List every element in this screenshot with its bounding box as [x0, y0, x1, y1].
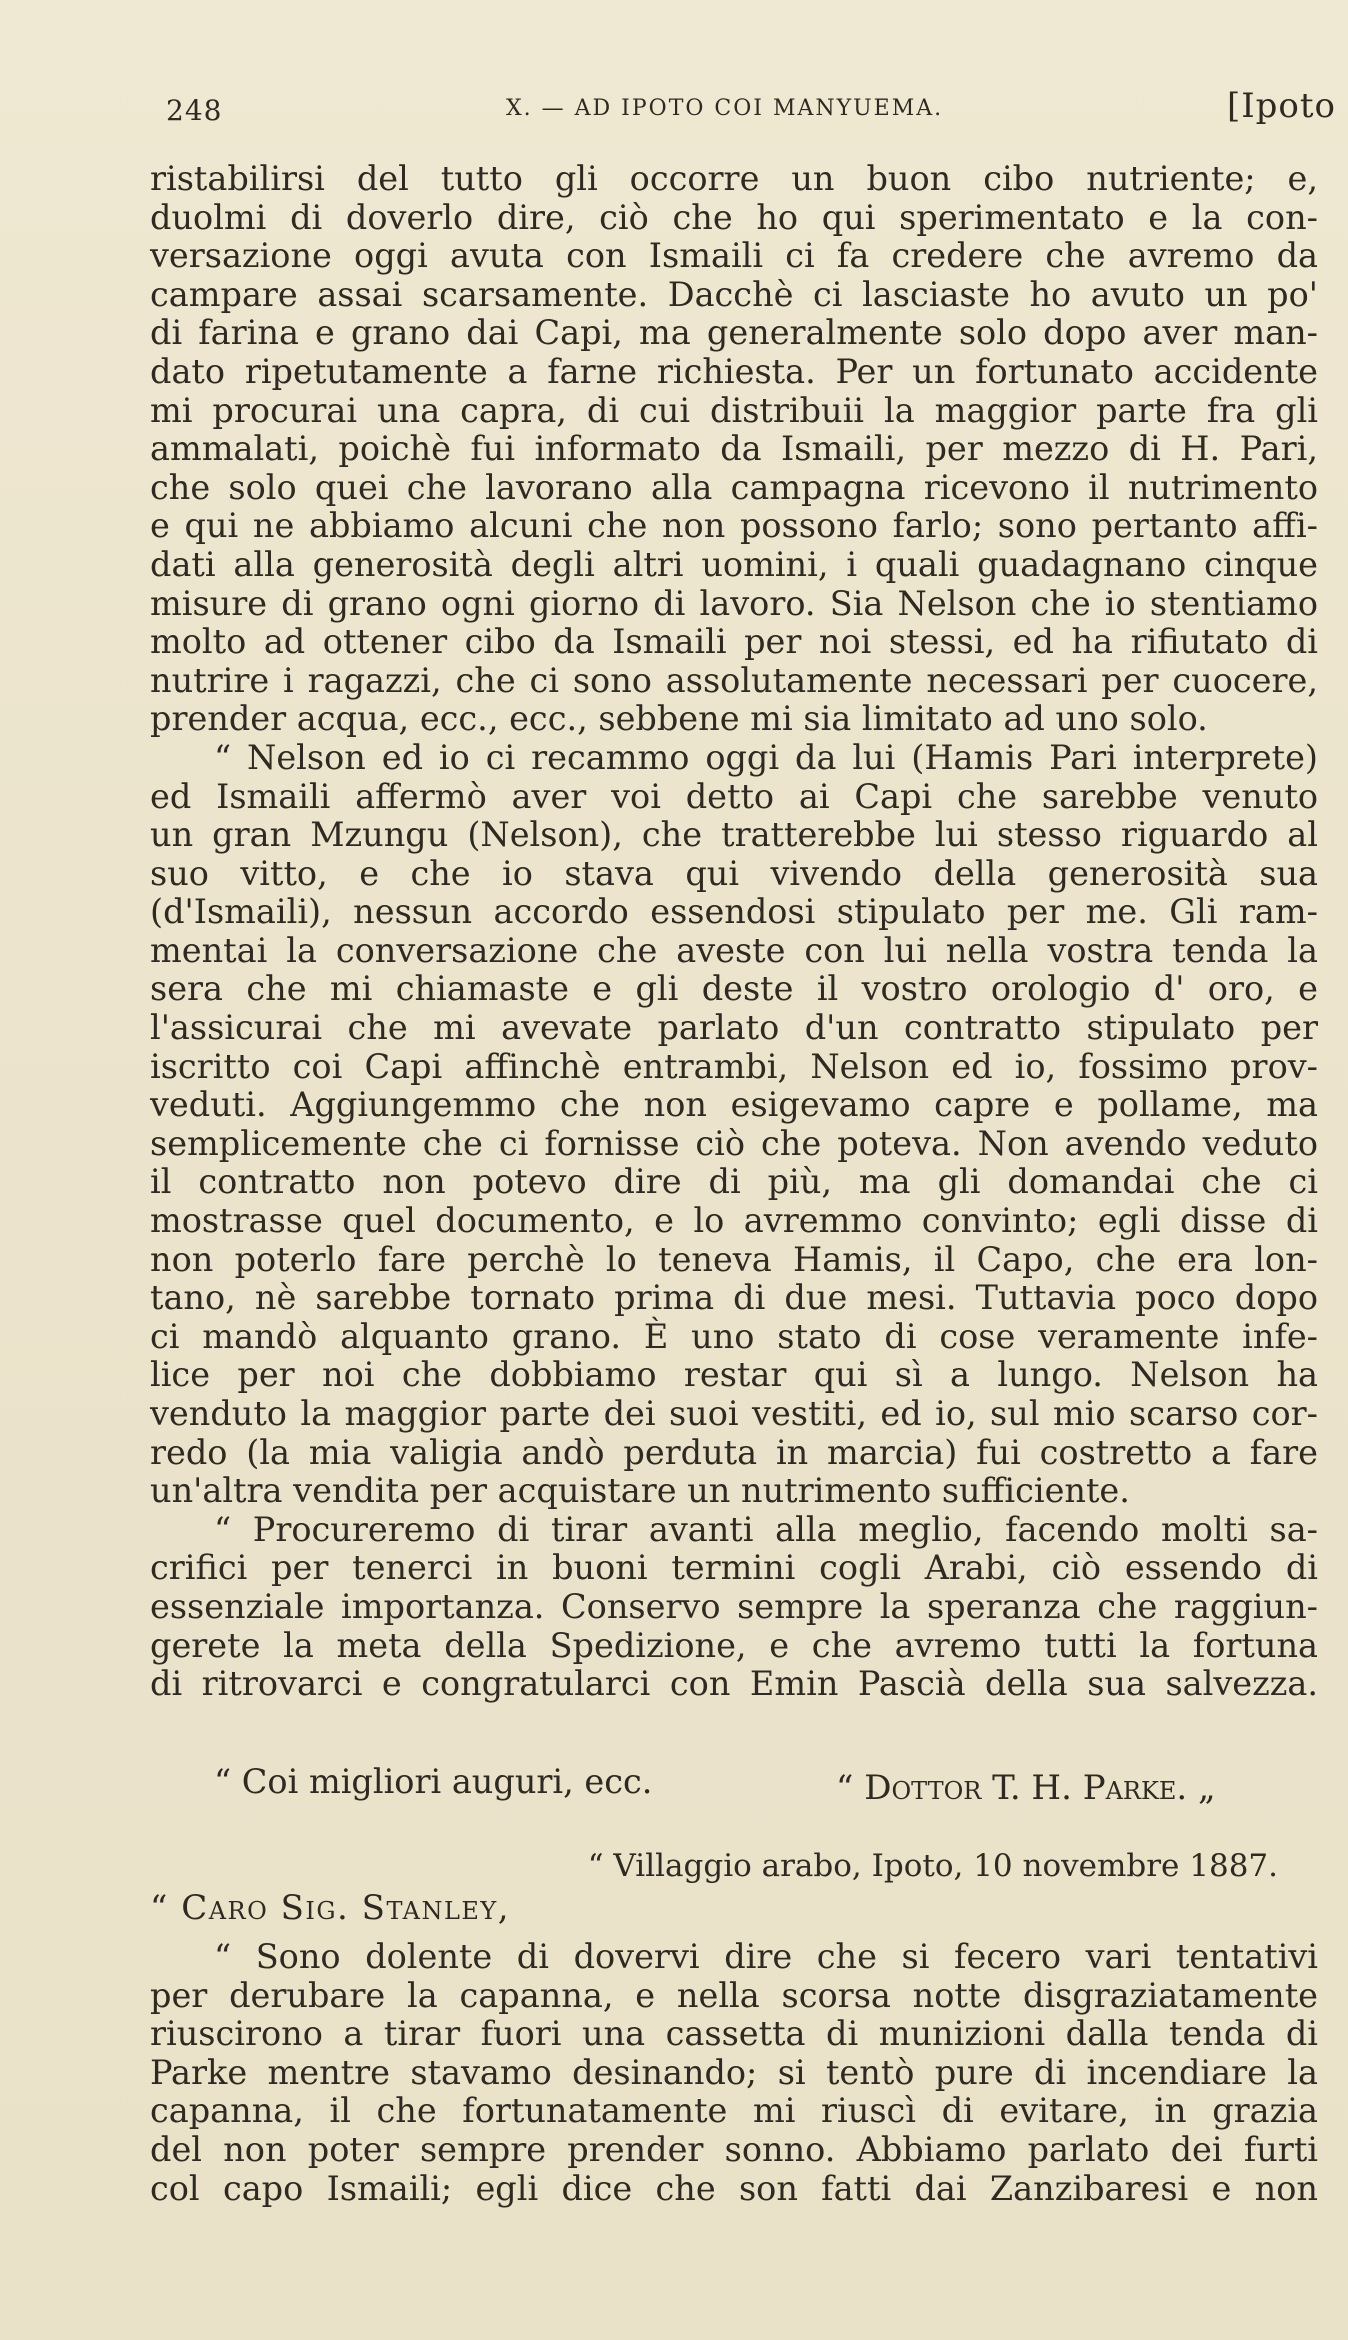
- text-line: dati alla generosità degli altri uomini, i quali guadagnano cinque: [150, 544, 1318, 584]
- text-line: duolmi di doverlo dire, ciò che ho qui sperimentato e la con-: [150, 197, 1318, 237]
- text-line: ed Ismaili affermò aver voi detto ai Capi che sarebbe venuto: [150, 776, 1318, 816]
- signature: “ Dottor T. H. Parke. „: [836, 1768, 1216, 1808]
- text-line: capanna, il che fortunatamente mi riuscì di evitare, in grazia: [150, 2091, 1318, 2131]
- text-line: suo vitto, e che io stava qui vivendo della generosità sua: [150, 853, 1318, 893]
- letter-body-1: [150, 160, 1318, 1704]
- text-line: campare assai scarsamente. Dacchè ci lasciaste ho avuto un po': [150, 274, 1318, 314]
- text-line: del non poter sempre prender sonno. Abbiamo parlato dei furti: [150, 2129, 1318, 2169]
- text-line: Parke mentre stavamo desinando; si tentò pure di incendiare la: [150, 2052, 1318, 2092]
- text-line: redo (la mia valigia andò perduta in marcia) fui costretto a fare: [150, 1432, 1318, 1472]
- text-line: mi procurai una capra, di cui distribuii la maggior parte fra gli: [150, 390, 1318, 430]
- text-line: gerete la meta della Spedizione, e che avremo tutti la fortuna: [150, 1625, 1318, 1665]
- text-line: per derubare la capanna, e nella scorsa notte disgraziatamente: [150, 1975, 1318, 2015]
- closing-greeting: “ Coi migliori auguri, ecc.: [214, 1762, 653, 1801]
- text-line: di farina e grano dai Capi, ma generalmente solo dopo aver man-: [150, 313, 1318, 353]
- text-line: molto ad ottener cibo da Ismaili per noi stessi, ed ha rifiutato di: [150, 622, 1318, 662]
- text-line: “ Sono dolente di dovervi dire che si fecero vari tentativi: [214, 1937, 1318, 1976]
- page-number: 248: [166, 94, 223, 127]
- text-line: di ritrovarci e congratularci con Emin Pascià della sua salvezza.: [150, 1664, 1318, 1704]
- running-title: X. — AD IPOTO COI MANYUEMA.: [506, 96, 944, 121]
- text-line: che solo quei che lavorano alla campagna ricevono il nutrimento: [150, 467, 1318, 507]
- text-line: dato ripetutamente a farne richiesta. Per un fortunato accidente: [150, 351, 1318, 391]
- text-line: prender acqua, ecc., ecc., sebbene mi sia limitato ad uno solo.: [150, 699, 1208, 739]
- text-line: “ Nelson ed io ci recammo oggi da lui (Hamis Pari interprete): [214, 737, 1318, 777]
- text-line: col capo Ismaili; egli dice che son fatti dai Zanzibaresi e non: [150, 2168, 1318, 2208]
- text-line: essenziale importanza. Conservo sempre la speranza che raggiun-: [150, 1586, 1318, 1626]
- salutation: “ Caro Sig. Stanley,: [150, 1888, 511, 1928]
- text-line: un'altra vendita per acquistare un nutrimento sufficiente.: [150, 1471, 1130, 1511]
- text-line: iscritto coi Capi affinchè entrambi, Nelson ed io, fossimo prov-: [150, 1046, 1318, 1086]
- text-line: venduto la maggior parte dei suoi vestiti, ed io, sul mio scarso cor-: [150, 1394, 1318, 1433]
- text-line: nutrire i ragazzi, che ci sono assolutamente necessari per cuocere,: [150, 660, 1318, 700]
- text-line: riuscirono a tirar fuori una cassetta di munizioni dalla tenda di: [150, 2014, 1318, 2054]
- text-line: un gran Mzungu (Nelson), che tratterebbe lui stesso riguardo al: [150, 815, 1318, 855]
- text-line: versazione oggi avuta con Ismaili ci fa credere che avremo da: [150, 236, 1318, 276]
- text-line: misure di grano ogni giorno di lavoro. Sia Nelson che io stentiamo: [150, 583, 1318, 623]
- dateline: “ Villaggio arabo, Ipoto, 10 novembre 1887.: [587, 1848, 1278, 1884]
- text-line: ristabilirsi del tutto gli occorre un buon cibo nutriente; e,: [150, 159, 1318, 198]
- text-line: ci mandò alquanto grano. È uno stato di cose veramente infe-: [150, 1316, 1318, 1356]
- text-line: ammalati, poichè fui informato da Ismaili, per mezzo di H. Pari,: [150, 429, 1318, 469]
- text-line: lice per noi che dobbiamo restar qui sì a lungo. Nelson ha: [150, 1355, 1318, 1395]
- text-line: veduti. Aggiungemmo che non esigevamo capre e pollame, ma: [150, 1085, 1318, 1125]
- running-header: [166, 86, 1336, 126]
- text-line: il contratto non potevo dire di più, ma gli domandai che ci: [150, 1162, 1318, 1202]
- text-line: semplicemente che ci fornisse ciò che poteva. Non avendo veduto: [150, 1123, 1318, 1163]
- text-line: mentai la conversazione che aveste con lui nella vostra tenda la: [150, 930, 1318, 970]
- closing-row: [150, 1762, 1318, 1806]
- running-place: [Ipoto: [1226, 86, 1336, 126]
- text-line: tano, nè sarebbe tornato prima di due mesi. Tuttavia poco dopo: [150, 1278, 1318, 1318]
- letter-body-2: [150, 1938, 1318, 2208]
- text-line: non poterlo fare perchè lo teneva Hamis, il Capo, che era lon-: [150, 1239, 1318, 1279]
- text-line: mostrasse quel documento, e lo avremmo convinto; egli disse di: [150, 1201, 1318, 1241]
- text-line: “ Procureremo di tirar avanti alla meglio, facendo molti sa-: [214, 1509, 1318, 1549]
- text-line: e qui ne abbiamo alcuni che non possono farlo; sono pertanto affi-: [150, 506, 1318, 546]
- text-line: (d'Ismaili), nessun accordo essendosi stipulato per me. Gli ram-: [150, 892, 1318, 932]
- text-line: sera che mi chiamaste e gli deste il vostro orologio d' oro, e: [150, 969, 1318, 1009]
- text-line: crifici per tenerci in buoni termini cogli Arabi, ciò essendo di: [150, 1548, 1318, 1588]
- text-line: l'assicurai che mi avevate parlato d'un contratto stipulato per: [150, 1008, 1318, 1048]
